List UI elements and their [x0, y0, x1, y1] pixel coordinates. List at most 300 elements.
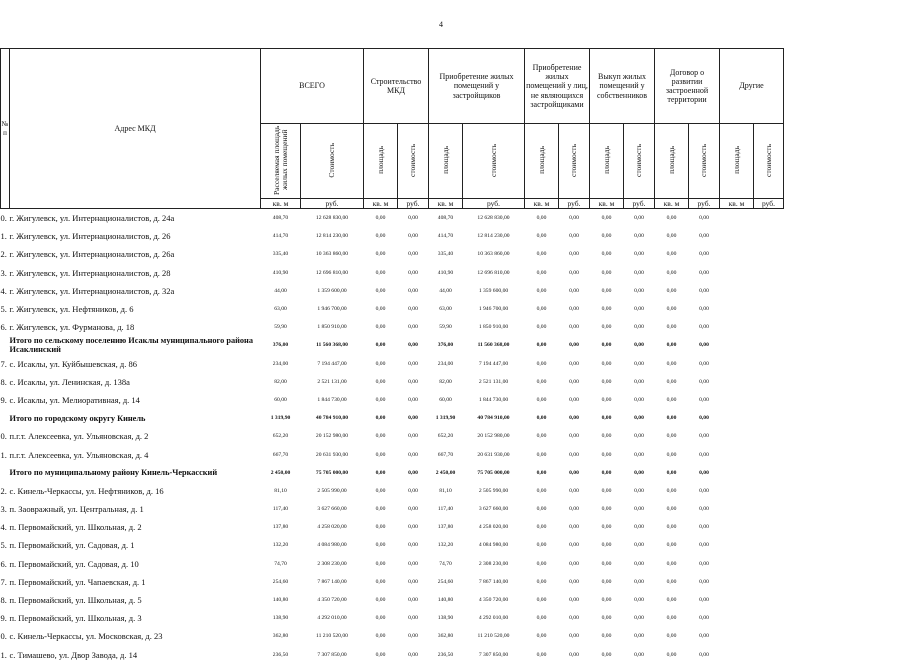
value-cell: 0,00: [634, 287, 644, 294]
unit-rub: руб.: [398, 199, 429, 209]
value-cell: 0,00: [699, 251, 709, 258]
value-cell: 0,00: [375, 506, 386, 513]
value-cell: 4 258 020,00: [478, 524, 509, 531]
table-row: [1, 646, 784, 664]
subheader-others-cost: стоимость: [559, 124, 590, 199]
value-cell: 0,00: [408, 269, 418, 276]
value-cell: 0,00: [699, 560, 709, 567]
value-cell: 3 627 660,00: [317, 506, 347, 513]
value-cell: 12 628 830,00: [315, 215, 349, 222]
unit-rub: руб.: [463, 199, 525, 209]
value-cell: 0,00: [536, 560, 547, 567]
value-cell: 2 308 230,00: [317, 560, 347, 567]
value-cell: 40 784 910,00: [477, 415, 510, 422]
value-cell: 0,00: [699, 360, 709, 367]
value-cell: 0,00: [408, 651, 418, 658]
value-cell: 2 450,00: [435, 469, 456, 476]
subheader-total-cost: Стоимость: [301, 124, 364, 199]
unit-rub: руб.: [689, 199, 720, 209]
value-cell: 0,00: [666, 651, 677, 658]
value-cell: 0,00: [634, 487, 644, 494]
row-number: 1.: [0, 649, 7, 660]
unit-area: кв. м: [364, 199, 398, 209]
value-cell: 0,00: [601, 378, 612, 385]
value-cell: 0,00: [601, 233, 612, 240]
address-cell: г. Жигулевск, ул. Интернационалистов, д. 32а: [9, 285, 175, 296]
value-cell: 0,00: [634, 433, 644, 440]
value-cell: 0,00: [569, 615, 579, 622]
value-cell: 0,00: [375, 415, 386, 422]
unit-rub: руб.: [754, 199, 784, 209]
value-cell: 74,70: [439, 560, 452, 567]
value-cell: 12 814 230,00: [315, 233, 349, 240]
unit-area: кв. м: [261, 199, 301, 209]
value-cell: 0,00: [536, 615, 547, 622]
table-row: [1, 500, 784, 518]
value-cell: 0,00: [601, 269, 612, 276]
header-purchase-developers: Приобретение жилых помещений у застройщиков: [429, 49, 525, 124]
value-cell: 0,00: [569, 560, 579, 567]
value-cell: 0,00: [408, 342, 418, 349]
value-cell: 0,00: [569, 269, 579, 276]
value-cell: 0,00: [569, 324, 579, 331]
value-cell: 0,00: [601, 615, 612, 622]
address-cell: п. Первомайский, ул. Школьная, д. 5: [9, 595, 142, 606]
row-number: 0.: [0, 213, 7, 224]
value-cell: 0,00: [634, 269, 644, 276]
value-cell: 0,00: [408, 469, 418, 476]
value-cell: 4 350 720,00: [317, 597, 347, 604]
subheader-others-area: площадь: [525, 124, 559, 199]
value-cell: 0,00: [536, 487, 547, 494]
table-row: [1, 427, 784, 445]
value-cell: 414,70: [437, 233, 454, 240]
value-cell: 0,00: [375, 633, 386, 640]
value-cell: 20 631 930,00: [477, 451, 510, 458]
value-cell: 0,00: [375, 651, 386, 658]
value-cell: 0,00: [375, 324, 386, 331]
table-row: [1, 518, 784, 536]
value-cell: 0,00: [699, 378, 709, 385]
value-cell: 59,90: [439, 324, 452, 331]
value-cell: 0,00: [536, 233, 547, 240]
value-cell: 0,00: [569, 524, 579, 531]
value-cell: 0,00: [601, 578, 612, 585]
value-cell: 0,00: [408, 542, 418, 549]
value-cell: 81,10: [439, 487, 452, 494]
table-row: [1, 445, 784, 463]
value-cell: 1 946 700,00: [317, 306, 347, 313]
row-number: 8.: [0, 376, 7, 387]
row-number: 4.: [0, 522, 7, 533]
value-cell: 0,00: [536, 396, 547, 403]
value-cell: 0,00: [601, 451, 612, 458]
value-cell: 1 844 730,00: [317, 396, 347, 403]
value-cell: 0,00: [408, 433, 418, 440]
value-cell: 63,00: [439, 306, 452, 313]
value-cell: 0,00: [601, 506, 612, 513]
value-cell: 0,00: [375, 396, 386, 403]
value-cell: 0,00: [569, 506, 579, 513]
value-cell: 20 631 930,00: [315, 451, 349, 458]
value-cell: 0,00: [569, 215, 579, 222]
value-cell: 0,00: [601, 524, 612, 531]
value-cell: 12 814 230,00: [477, 233, 510, 240]
value-cell: 0,00: [666, 433, 677, 440]
value-cell: 7 307 850,00: [478, 651, 509, 658]
row-number: 2.: [0, 485, 7, 496]
row-number: 7.: [0, 576, 7, 587]
value-cell: 0,00: [634, 251, 644, 258]
table-row: [1, 264, 784, 282]
value-cell: 2 505 990,00: [478, 487, 509, 494]
address-cell: п. Первомайский, ул. Школьная, д. 3: [9, 613, 142, 624]
value-cell: 0,00: [375, 451, 386, 458]
subheader-construction-area: площадь: [364, 124, 398, 199]
value-cell: 0,00: [569, 233, 579, 240]
value-cell: 0,00: [699, 506, 709, 513]
value-cell: 137,80: [437, 524, 454, 531]
table-row: [1, 555, 784, 573]
value-cell: 0,00: [408, 215, 418, 222]
value-cell: 0,00: [536, 524, 547, 531]
unit-rub: руб.: [301, 199, 364, 209]
value-cell: 0,00: [601, 396, 612, 403]
value-cell: 1 319,90: [270, 415, 291, 422]
subheader-buyout-area: площадь: [590, 124, 624, 199]
value-cell: 137,80: [272, 524, 289, 531]
value-cell: 1 946 700,00: [478, 306, 509, 313]
value-cell: 0,00: [634, 651, 644, 658]
value-cell: 11 560 368,00: [477, 342, 510, 349]
value-cell: 82,00: [274, 378, 287, 385]
value-cell: 408,70: [272, 215, 289, 222]
value-cell: 4 292 010,00: [478, 615, 509, 622]
value-cell: 0,00: [699, 287, 709, 294]
value-cell: 0,00: [699, 269, 709, 276]
value-cell: 7 867 140,00: [317, 578, 347, 585]
value-cell: 0,00: [634, 233, 644, 240]
value-cell: 0,00: [634, 215, 644, 222]
value-cell: 0,00: [536, 433, 547, 440]
value-cell: 0,00: [536, 360, 547, 367]
value-cell: 60,00: [439, 396, 452, 403]
value-cell: 2 450,00: [270, 469, 291, 476]
subheader-contract-area: площадь: [655, 124, 689, 199]
value-cell: 652,20: [272, 433, 289, 440]
address-cell: с. Исаклы, ул. Куйбышевская, д. 86: [9, 358, 137, 369]
address-cell: п.г.т. Алексеевка, ул. Ульяновская, д. 2: [9, 431, 149, 442]
value-cell: 0,00: [601, 251, 612, 258]
value-cell: 140,80: [272, 597, 289, 604]
value-cell: 0,00: [536, 306, 547, 313]
subtotal-row: [1, 464, 784, 482]
value-cell: 0,00: [601, 215, 612, 222]
value-cell: 0,00: [569, 487, 579, 494]
row-number: 6.: [0, 322, 7, 333]
value-cell: 0,00: [408, 524, 418, 531]
row-number: 5.: [0, 304, 7, 315]
value-cell: 20 152 980,00: [315, 433, 349, 440]
value-cell: 138,90: [272, 615, 289, 622]
value-cell: 7 867 140,00: [478, 578, 509, 585]
relocation-table: [0, 48, 784, 664]
value-cell: 0,00: [375, 251, 386, 258]
value-cell: 0,00: [536, 633, 547, 640]
value-cell: 410,90: [437, 269, 454, 276]
row-number: [1, 464, 10, 482]
subtotal-row: [1, 409, 784, 427]
value-cell: 0,00: [536, 415, 547, 422]
value-cell: 0,00: [408, 415, 418, 422]
value-cell: 0,00: [699, 433, 709, 440]
value-cell: 0,00: [375, 287, 386, 294]
value-cell: 0,00: [408, 597, 418, 604]
value-cell: 3 627 660,00: [478, 506, 509, 513]
value-cell: 0,00: [408, 615, 418, 622]
value-cell: 132,20: [272, 542, 289, 549]
value-cell: 0,00: [536, 597, 547, 604]
value-cell: 0,00: [699, 215, 709, 222]
value-cell: 0,00: [666, 524, 677, 531]
value-cell: 0,00: [569, 451, 579, 458]
value-cell: 0,00: [408, 396, 418, 403]
address-cell: с. Исаклы, ул. Мелиоративная, д. 14: [9, 394, 140, 405]
address-cell: с. Кинель-Черкассы, ул. Московская, д. 23: [9, 631, 163, 642]
value-cell: 254,60: [437, 578, 454, 585]
value-cell: 0,00: [375, 378, 386, 385]
row-number: [1, 336, 10, 354]
value-cell: 0,00: [634, 378, 644, 385]
value-cell: 0,00: [408, 287, 418, 294]
value-cell: 0,00: [666, 542, 677, 549]
value-cell: 0,00: [375, 233, 386, 240]
value-cell: 7 307 850,00: [317, 651, 347, 658]
table-row: [1, 245, 784, 263]
value-cell: 0,00: [569, 469, 579, 476]
value-cell: 0,00: [634, 360, 644, 367]
address-cell: п.г.т. Алексеевка, ул. Ульяновская, д. 4: [9, 449, 149, 460]
value-cell: 0,00: [375, 524, 386, 531]
address-cell: г. Жигулевск, ул. Интернационалистов, д. 28: [9, 267, 171, 278]
value-cell: 12 696 810,00: [477, 269, 510, 276]
value-cell: 0,00: [569, 597, 579, 604]
header-purchase-others: Приобретение жилых помещений у лиц, не являющихся застройщиками: [525, 49, 590, 124]
subtotal-row: [1, 336, 784, 354]
value-cell: 0,00: [569, 378, 579, 385]
subheader-total-area: Расселяемая площадь жилых помещений: [261, 124, 301, 199]
value-cell: 0,00: [601, 469, 612, 476]
address-cell: п. Первомайский, ул. Садовая, д. 1: [9, 540, 135, 551]
value-cell: 254,60: [272, 578, 289, 585]
subheader-contract-cost: стоимость: [689, 124, 720, 199]
value-cell: 0,00: [601, 324, 612, 331]
value-cell: 12 696 810,00: [315, 269, 349, 276]
subheader-developers-cost: стоимость: [463, 124, 525, 199]
value-cell: 0,00: [634, 542, 644, 549]
table-row: [1, 482, 784, 500]
subtotal-label: Итого по городскому округу Кинель: [9, 413, 146, 423]
value-cell: 236,50: [272, 651, 289, 658]
value-cell: 0,00: [569, 287, 579, 294]
value-cell: 0,00: [601, 487, 612, 494]
address-cell: г. Жигулевск, ул. Нефтяников, д. 6: [9, 304, 134, 315]
value-cell: 0,00: [666, 578, 677, 585]
value-cell: 667,70: [437, 451, 454, 458]
value-cell: 0,00: [666, 469, 677, 476]
row-number: 3.: [0, 504, 7, 515]
value-cell: 2 521 131,00: [317, 378, 347, 385]
value-cell: 0,00: [375, 578, 386, 585]
value-cell: 0,00: [408, 487, 418, 494]
table-row: [1, 627, 784, 645]
value-cell: 7 194 447,00: [317, 360, 347, 367]
value-cell: 376,00: [437, 342, 454, 349]
value-cell: 0,00: [634, 633, 644, 640]
value-cell: 0,00: [601, 633, 612, 640]
value-cell: 0,00: [699, 469, 709, 476]
value-cell: 0,00: [601, 360, 612, 367]
value-cell: 1 850 910,00: [478, 324, 509, 331]
table-row: [1, 227, 784, 245]
address-cell: п. Первомайский, ул. Чапаевская, д. 1: [9, 576, 146, 587]
value-cell: 1 850 910,00: [317, 324, 347, 331]
value-cell: 0,00: [666, 415, 677, 422]
value-cell: 0,00: [569, 542, 579, 549]
value-cell: 652,20: [437, 433, 454, 440]
value-cell: 0,00: [536, 215, 547, 222]
row-number: 8.: [0, 595, 7, 606]
value-cell: 4 084 980,00: [317, 542, 347, 549]
unit-rub: руб.: [559, 199, 590, 209]
header-num: № п: [1, 49, 10, 209]
value-cell: 1 319,90: [435, 415, 456, 422]
value-cell: 0,00: [408, 378, 418, 385]
value-cell: 2 308 230,00: [478, 560, 509, 567]
value-cell: 0,00: [536, 506, 547, 513]
value-cell: 0,00: [666, 342, 677, 349]
value-cell: 59,90: [274, 324, 287, 331]
value-cell: 0,00: [666, 269, 677, 276]
address-cell: с. Исаклы, ул. Ленинская, д. 138а: [9, 376, 130, 387]
value-cell: 0,00: [375, 469, 386, 476]
value-cell: 74,70: [274, 560, 287, 567]
value-cell: 0,00: [408, 360, 418, 367]
address-cell: с. Кинель-Черкассы, ул. Нефтяников, д. 16: [9, 485, 164, 496]
value-cell: 0,00: [536, 378, 547, 385]
value-cell: 0,00: [536, 251, 547, 258]
subheader-other-area: площадь: [720, 124, 754, 199]
value-cell: 0,00: [569, 433, 579, 440]
value-cell: 0,00: [601, 306, 612, 313]
value-cell: 0,00: [699, 597, 709, 604]
row-number: 0.: [0, 631, 7, 642]
value-cell: 0,00: [699, 524, 709, 531]
value-cell: 0,00: [601, 542, 612, 549]
row-number: 2.: [0, 249, 7, 260]
value-cell: 1 844 730,00: [478, 396, 509, 403]
value-cell: 2 505 990,00: [317, 487, 347, 494]
row-number: 9.: [0, 394, 7, 405]
value-cell: 132,20: [437, 542, 454, 549]
value-cell: 0,00: [601, 597, 612, 604]
unit-area: кв. м: [720, 199, 754, 209]
value-cell: 0,00: [601, 560, 612, 567]
value-cell: 0,00: [569, 651, 579, 658]
header-construction: Строительство МКД: [364, 49, 429, 124]
value-cell: 0,00: [634, 560, 644, 567]
value-cell: 0,00: [666, 233, 677, 240]
value-cell: 0,00: [569, 360, 579, 367]
value-cell: 0,00: [408, 306, 418, 313]
value-cell: 414,70: [272, 233, 289, 240]
value-cell: 0,00: [699, 306, 709, 313]
value-cell: 0,00: [666, 506, 677, 513]
value-cell: 0,00: [699, 487, 709, 494]
value-cell: 0,00: [634, 396, 644, 403]
value-cell: 0,00: [601, 651, 612, 658]
row-number: 1.: [0, 449, 7, 460]
value-cell: 0,00: [536, 451, 547, 458]
value-cell: 0,00: [666, 560, 677, 567]
row-number: 1.: [0, 231, 7, 242]
value-cell: 0,00: [634, 469, 644, 476]
value-cell: 0,00: [408, 506, 418, 513]
header-address: Адрес МКД: [10, 49, 261, 209]
value-cell: 0,00: [601, 287, 612, 294]
header-other: Другие: [720, 49, 784, 124]
value-cell: 0,00: [536, 651, 547, 658]
table-row: [1, 209, 784, 228]
value-cell: 0,00: [536, 342, 547, 349]
table-row: [1, 591, 784, 609]
value-cell: 0,00: [666, 487, 677, 494]
value-cell: 0,00: [408, 251, 418, 258]
value-cell: 0,00: [634, 342, 644, 349]
value-cell: 0,00: [375, 487, 386, 494]
value-cell: 0,00: [375, 269, 386, 276]
address-cell: г. Жигулевск, ул. Интернационалистов, д. 26: [9, 231, 171, 242]
value-cell: 20 152 980,00: [477, 433, 510, 440]
value-cell: 0,00: [699, 342, 709, 349]
value-cell: 0,00: [408, 324, 418, 331]
value-cell: 0,00: [536, 269, 547, 276]
value-cell: 117,40: [437, 506, 454, 513]
row-number: [1, 409, 10, 427]
value-cell: 376,00: [272, 342, 289, 349]
value-cell: 0,00: [408, 451, 418, 458]
value-cell: 0,00: [634, 415, 644, 422]
value-cell: 4 350 720,00: [478, 597, 509, 604]
value-cell: 0,00: [634, 451, 644, 458]
value-cell: 4 292 010,00: [317, 615, 347, 622]
value-cell: 0,00: [666, 324, 677, 331]
value-cell: 11 560 368,00: [316, 342, 348, 349]
address-cell: г. Жигулевск, ул. Интернационалистов, д. 24а: [9, 213, 175, 224]
value-cell: 0,00: [666, 287, 677, 294]
value-cell: 82,00: [439, 378, 452, 385]
value-cell: 234,00: [437, 360, 454, 367]
value-cell: 10 363 860,00: [477, 251, 510, 258]
value-cell: 0,00: [375, 215, 386, 222]
value-cell: 0,00: [699, 651, 709, 658]
page-number: 4: [439, 20, 443, 29]
value-cell: 63,00: [274, 306, 287, 313]
value-cell: 1 359 600,00: [478, 287, 509, 294]
subheader-other-cost: стоимость: [754, 124, 784, 199]
value-cell: 0,00: [569, 578, 579, 585]
value-cell: 60,00: [274, 396, 287, 403]
